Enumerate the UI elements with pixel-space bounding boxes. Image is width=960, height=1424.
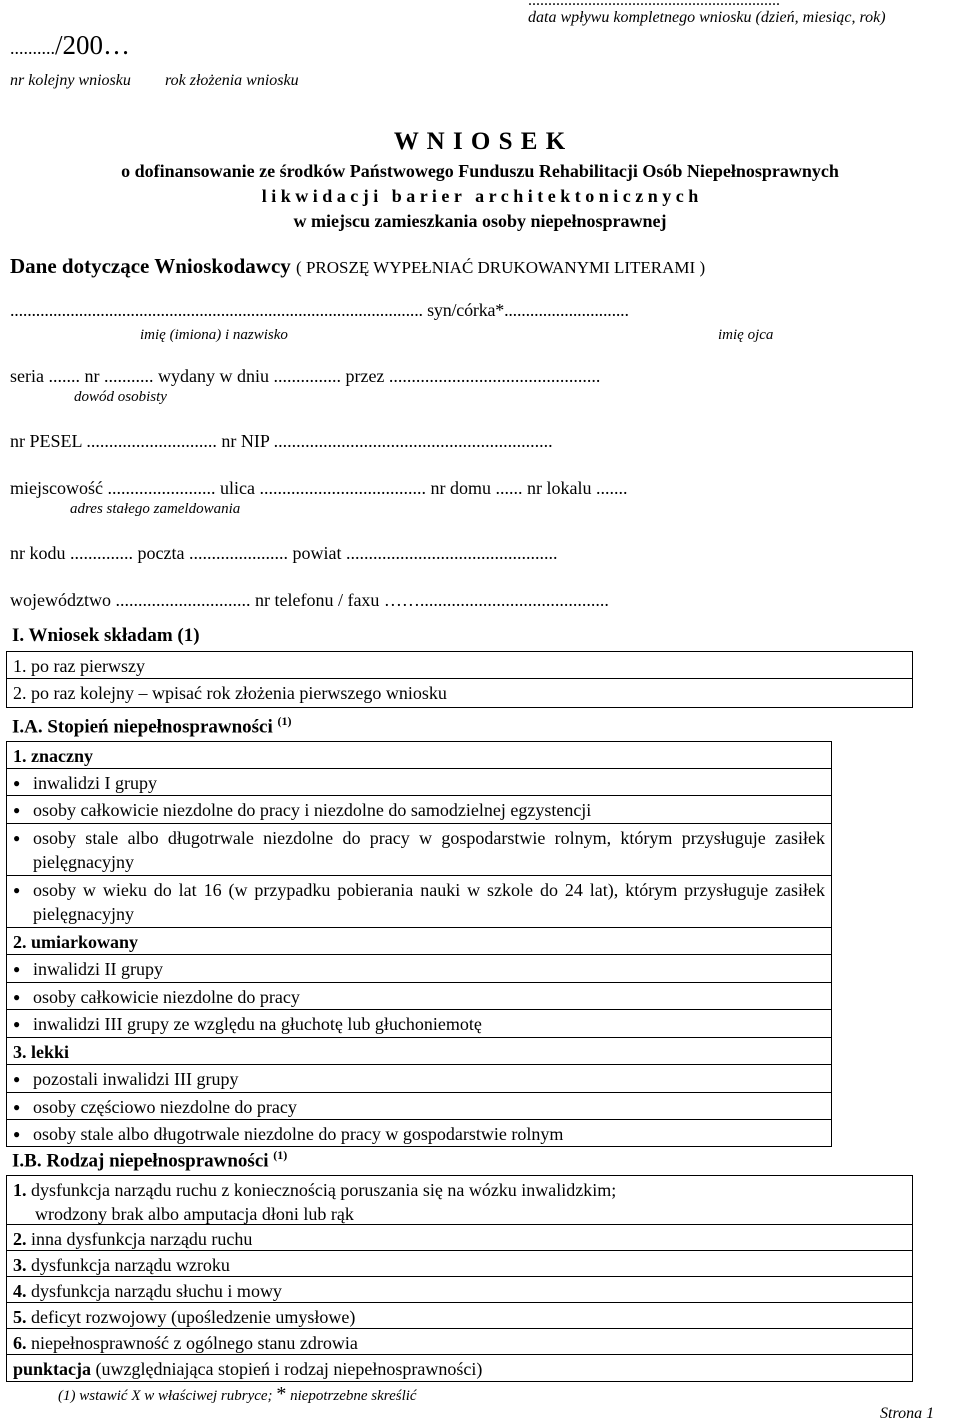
first-time-option[interactable] <box>6 651 913 679</box>
degree-option-row[interactable] <box>6 769 832 796</box>
pesel-nip-field[interactable]: nr PESEL ............................. nr NIP .............................................................. <box>10 431 553 451</box>
degree-option-row[interactable] <box>6 955 832 983</box>
degree-moderate-row[interactable] <box>6 928 832 955</box>
name-caption: imię (imiona) i nazwisko <box>140 327 288 343</box>
id-document-caption: dowód osobisty <box>74 389 167 405</box>
degree-option-row[interactable] <box>6 1120 832 1147</box>
degree-significant-row[interactable] <box>6 741 832 769</box>
title-line-3: w miejscu zamieszkania osoby niepełnosprawnej <box>293 211 667 231</box>
bullet-icon: ● <box>13 1072 21 1086</box>
disability-type-label: dysfunkcja narządu słuchu i mowy <box>31 1281 282 1301</box>
degree-option-label: osoby w wieku do lat 16 (w przypadku pobierania nauki w szkole do 24 lat), którym przysługuje zasiłek pielęgnacyjny <box>33 880 825 924</box>
degree-option-label: osoby całkowicie niezdolne do pracy i niezdolne do samodzielnej egzystencji <box>33 800 592 820</box>
points-label: punktacja <box>13 1359 92 1379</box>
degree-significant-label: 1. znaczny <box>13 746 93 766</box>
disability-type-label: dysfunkcja narządu ruchu z koniecznością poruszania się na wózku inwalidzkim; <box>31 1180 617 1200</box>
disability-type-row[interactable] <box>6 1277 913 1303</box>
disability-type-label: niepełnosprawność z ogólnego stanu zdrowia <box>31 1333 358 1353</box>
degree-option-row[interactable] <box>6 983 832 1010</box>
degree-option-label: inwalidzi III grupy ze względu na głuchotę lub głuchoniemotę <box>33 1014 482 1034</box>
degree-option-row[interactable] <box>6 876 832 928</box>
degree-mild-row[interactable] <box>6 1038 832 1065</box>
bullet-icon: ● <box>13 803 21 817</box>
section-ib-heading <box>12 1148 287 1172</box>
disability-type-number: 6. <box>13 1333 27 1353</box>
degree-option-label: inwalidzi II grupy <box>33 959 163 979</box>
bullet-icon: ● <box>13 1127 21 1141</box>
disability-type-row[interactable] <box>6 1329 913 1355</box>
bullet-icon: ● <box>13 883 21 897</box>
document-title: W N I O S E K <box>393 128 567 155</box>
bullet-icon: ● <box>13 990 21 1004</box>
father-name-caption: imię ojca <box>718 327 774 343</box>
degree-option-label: osoby stale albo długotrwale niezdolne do pracy w gospodarstwie rolnym, którym przysługuje zasiłek pielęgnacyjny <box>33 828 825 872</box>
section-ib-heading-text: I.B. Rodzaj niepełnosprawności <box>12 1150 274 1172</box>
points-description: (uwzględniająca stopień i rodzaj niepełnosprawności) <box>91 1359 483 1379</box>
applicant-heading <box>10 254 705 279</box>
degree-option-label: osoby częściowo niezdolne do pracy <box>33 1097 297 1117</box>
number-caption: nr kolejny wniosku <box>10 72 131 89</box>
disability-type-number: 4. <box>13 1281 27 1301</box>
disability-type-number: 3. <box>13 1255 27 1275</box>
applicant-heading-text: Dane dotyczące Wnioskodawcy <box>10 254 291 278</box>
first-time-label: 1. po raz pierwszy <box>13 656 145 676</box>
date-field-dots[interactable]: ............................................................... <box>528 0 780 9</box>
subsequent-option[interactable] <box>6 679 913 708</box>
footnote-text-2: niepotrzebne skreślić <box>286 1388 417 1404</box>
bullet-icon: ● <box>13 776 21 790</box>
disability-type-row[interactable] <box>6 1303 913 1329</box>
bullet-icon: ● <box>13 962 21 976</box>
bullet-icon: ● <box>13 1100 21 1114</box>
number-dots: .......... <box>10 38 55 58</box>
date-caption: data wpływu kompletnego wniosku (dzień, miesiąc, rok) <box>528 9 886 26</box>
points-row[interactable] <box>6 1355 913 1382</box>
subsequent-label: 2. po raz kolejny – wpisać rok złożenia pierwszego wniosku <box>13 683 447 703</box>
title-line-1: o dofinansowanie ze środków Państwowego Funduszu Rehabilitacji Osób Niepełnosprawnych <box>121 161 839 181</box>
section-ia-heading <box>12 714 292 738</box>
page-number: Strona 1 <box>880 1405 935 1422</box>
degree-option-row[interactable] <box>6 1093 832 1120</box>
section-ia-footnote-mark: (1) <box>277 714 292 728</box>
degree-option-row[interactable] <box>6 824 832 876</box>
degree-option-row[interactable] <box>6 796 832 824</box>
disability-type-label: inna dysfunkcja narządu ruchu <box>31 1229 253 1249</box>
disability-type-label: dysfunkcja narządu wzroku <box>31 1255 230 1275</box>
bullet-icon: ● <box>13 831 21 845</box>
id-document-field[interactable]: seria ....... nr ........... wydany w dniu ............... przez ............................................... <box>10 366 601 386</box>
footnote-text-1: (1) wstawić X w właściwej rubryce; <box>58 1388 277 1404</box>
year-slash: /200… <box>55 30 131 60</box>
address-caption: adres stałego zameldowania <box>70 501 241 517</box>
title-line-2: l i k w i d a c j i b a r i e r a r c h i t e k t o n i c z n y c h <box>261 186 699 206</box>
footnote <box>58 1383 417 1406</box>
disability-type-number: 5. <box>13 1307 27 1327</box>
disability-type-number: 1. <box>13 1180 27 1200</box>
degree-option-row[interactable] <box>6 1010 832 1038</box>
disability-type-label: deficyt rozwojowy (upośledzenie umysłowe) <box>31 1307 356 1327</box>
disability-type-label-cont: wrodzony brak albo amputacja dłoni lub rąk <box>35 1204 354 1224</box>
bullet-icon: ● <box>13 1017 21 1031</box>
disability-type-row[interactable] <box>6 1251 913 1277</box>
application-number-field[interactable] <box>10 30 130 61</box>
disability-type-number: 2. <box>13 1229 27 1249</box>
degree-option-row[interactable] <box>6 1065 832 1093</box>
disability-type-row[interactable] <box>6 1225 913 1251</box>
name-field[interactable]: ................................................................................................ syn/córka*............................. <box>10 300 629 320</box>
postal-field[interactable]: nr kodu .............. poczta ...................... powiat ............................................... <box>10 543 558 563</box>
degree-option-label: osoby stale albo długotrwale niezdolne do pracy w gospodarstwie rolnym <box>33 1124 564 1144</box>
degree-option-label: inwalidzi I grupy <box>33 773 157 793</box>
degree-option-label: pozostali inwalidzi III grupy <box>33 1069 239 1089</box>
degree-option-label: osoby całkowicie niezdolne do pracy <box>33 987 300 1007</box>
address-field[interactable]: miejscowość ........................ ulica ..................................... nr domu ...... nr lokalu ....... <box>10 478 628 498</box>
degree-moderate-label: 2. umiarkowany <box>13 932 139 952</box>
applicant-heading-note: ( PROSZĘ WYPEŁNIAĆ DRUKOWANYMI LITERAMI ) <box>296 258 706 277</box>
disability-type-row[interactable] <box>6 1175 913 1225</box>
section-ia-heading-text: I.A. Stopień niepełnosprawności <box>12 716 278 738</box>
year-caption: rok złożenia wniosku <box>165 72 299 89</box>
section-ib-footnote-mark: (1) <box>273 1148 288 1162</box>
degree-mild-label: 3. lekki <box>13 1042 70 1062</box>
region-phone-field[interactable]: województwo .............................. nr telefonu / faxu …….......................................... <box>10 590 609 610</box>
section-i-heading: I. Wniosek składam (1) <box>12 625 200 646</box>
footnote-star: * <box>276 1383 287 1405</box>
